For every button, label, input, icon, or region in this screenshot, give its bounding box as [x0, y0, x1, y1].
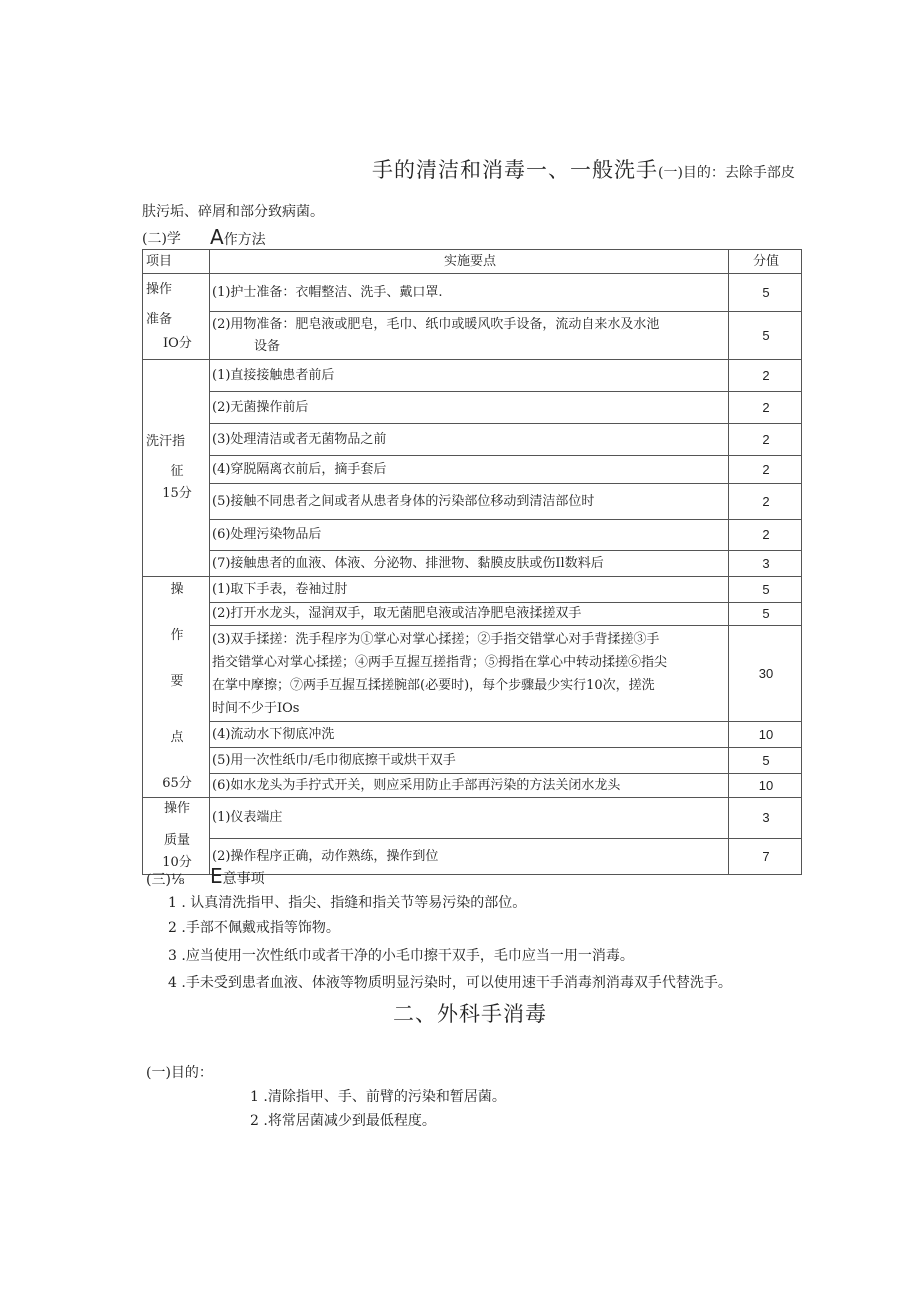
row-score: 5 — [729, 577, 802, 603]
table-row — [143, 748, 802, 774]
category-key-points: 操 作 要 点 65分 — [143, 577, 210, 798]
title-main: 手的清洁和消毒一、一般洗手 — [372, 158, 658, 182]
header-points: 实施要点 — [210, 250, 729, 274]
table-row — [143, 626, 802, 722]
row-text: (2)操作程序正确，动作熟练，操作到位 — [210, 839, 729, 875]
row-score: 5 — [729, 274, 802, 312]
table-row — [143, 551, 802, 577]
row-text: (1)仪表端庄 — [210, 798, 729, 839]
section-2-heading — [142, 228, 181, 248]
row-text: (4)流动水下彻底冲洗 — [210, 722, 729, 748]
row-text: (5)用一次性纸巾/毛巾彻底擦干或烘干双手 — [210, 748, 729, 774]
section-3-text: 意事项 — [222, 871, 265, 887]
row-score: 2 — [729, 520, 802, 551]
row-score: 2 — [729, 456, 802, 484]
row-score: 2 — [729, 392, 802, 424]
row-score: 5 — [729, 312, 802, 360]
table-row — [143, 312, 802, 360]
purpose-2-item: 1 .清除指甲、手、前臂的污染和暂居菌。 — [250, 1089, 506, 1105]
heading-surgical-disinfection: 二、外科手消毒 — [393, 1002, 547, 1026]
row-score: 10 — [729, 774, 802, 798]
row-score: 5 — [729, 603, 802, 626]
table-row — [143, 577, 802, 603]
table-row — [143, 722, 802, 748]
row-text-multiline: (3)双手揉搓：洗手程序为①掌心对掌心揉搓；②手指交错掌心对手背揉搓③手 指交错掌心对掌心揉搓；④两手互握互搓指背；⑤拇指在掌心中转动揉搓⑥指尖 在掌中摩擦；⑦两手互握互揉搓腕部(必要时)，每个步骤最少实行10次，搓洗 时间不少于IOs — [210, 626, 729, 722]
header-score: 分值 — [729, 250, 802, 274]
section-2-heading-rest — [210, 225, 266, 249]
note-item: 1 . 认真清洗指甲、指尖、指缝和指关节等易污染的部位。 — [168, 895, 527, 911]
section-2-text: 作方法 — [223, 232, 266, 248]
table-row — [143, 774, 802, 798]
table-row — [143, 484, 802, 520]
section-3-letter: E — [210, 864, 223, 888]
table-row — [143, 798, 802, 839]
table-row — [143, 392, 802, 424]
row-score: 2 — [729, 484, 802, 520]
table-row — [143, 456, 802, 484]
row-score: 10 — [729, 722, 802, 748]
row-score: 7 — [729, 839, 802, 875]
category-indications: 洗汗指 征 15分 — [143, 360, 210, 577]
table-row — [143, 603, 802, 626]
row-text: (7)接触患者的血液、体液、分泌物、排泄物、黏膜皮肤或伤Il数料后 — [210, 551, 729, 577]
table-header-row — [143, 250, 802, 274]
row-score: 3 — [729, 798, 802, 839]
row-text: (1)取下手表，卷袖过肘 — [210, 577, 729, 603]
category-prep: 操作 准备 IO分 — [143, 274, 210, 360]
category-quality: 操作 质量 10分 — [143, 798, 210, 875]
header-item: 项目 — [143, 250, 210, 274]
row-text-multiline: (2)用物准备：肥皂液或肥皂，毛巾、纸巾或暖风吹手设备，流动自来水及水池 设备 — [210, 312, 729, 360]
row-text: (4)穿脱隔离衣前后，摘手套后 — [210, 456, 729, 484]
table-row — [143, 424, 802, 456]
row-text: (2)无菌操作前后 — [210, 392, 729, 424]
document-title — [372, 154, 795, 184]
row-text: (6)处理污染物品后 — [210, 520, 729, 551]
section-2-letter: A — [210, 225, 224, 249]
row-score: 30 — [729, 626, 802, 722]
table-row — [143, 360, 802, 392]
note-item: 4 .手未受到患者血液、体液等物质明显污染时，可以使用速干手消毒剂消毒双手代替洗手。 — [168, 975, 732, 991]
purpose-continuation: 肤污垢、碎屑和部分致病菌。 — [142, 204, 324, 220]
section-3-prefix: (三)⅛ — [146, 872, 185, 888]
row-text: (5)接触不同患者之间或者从患者身体的污染部位移动到清洁部位时 — [210, 484, 729, 520]
row-text: (1)直接接触患者前后 — [210, 360, 729, 392]
purpose-2-item: 2 .将常居菌减少到最低程度。 — [250, 1113, 436, 1129]
row-score: 2 — [729, 424, 802, 456]
procedure-table — [142, 249, 802, 875]
note-item: 2 .手部不佩戴戒指等饰物。 — [168, 920, 340, 936]
row-score: 5 — [729, 748, 802, 774]
row-text: (1)护士准备：衣帽整洁、洗手、戴口罩. — [210, 274, 729, 312]
section-3-heading-rest — [210, 864, 265, 888]
row-text: (2)打开水龙头，湿润双手，取无菌肥皂液或洁净肥皂液揉搓双手 — [210, 603, 729, 626]
table-row — [143, 520, 802, 551]
title-suffix: (一)目的：去除手部皮 — [658, 165, 795, 181]
row-text: (3)处理清洁或者无菌物品之前 — [210, 424, 729, 456]
row-score: 3 — [729, 551, 802, 577]
table-row — [143, 274, 802, 312]
note-item: 3 .应当使用一次性纸巾或者干净的小毛巾擦干双手，毛巾应当一用一消毒。 — [168, 948, 634, 964]
row-score: 2 — [729, 360, 802, 392]
row-text: (6)如水龙头为手拧式开关，则应采用防止手部再污染的方法关闭水龙头 — [210, 774, 729, 798]
section-2-prefix: (二)学 — [142, 231, 181, 247]
purpose-2-label: (一)目的： — [146, 1065, 213, 1081]
